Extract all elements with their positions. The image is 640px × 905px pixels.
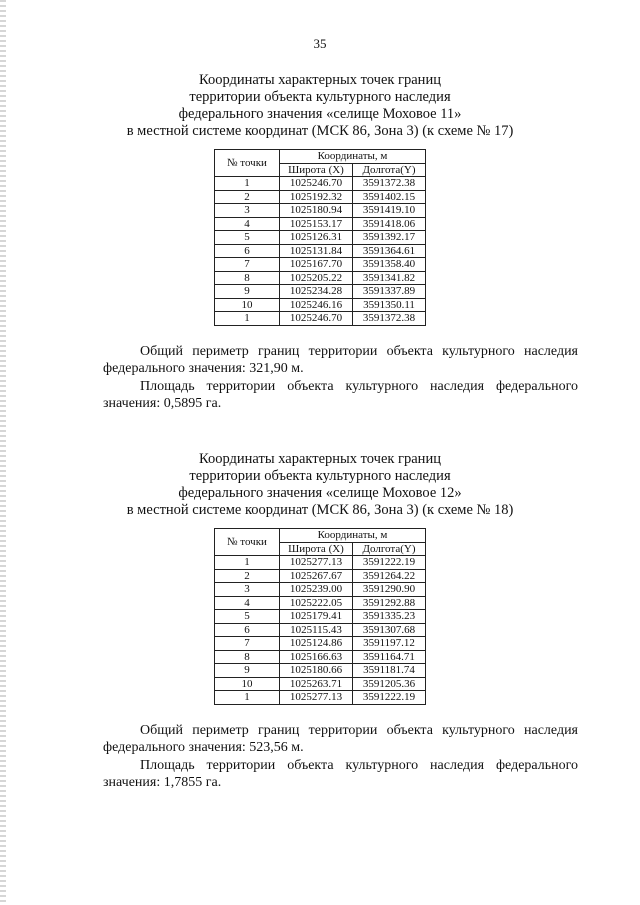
cell-point-number: 2 — [215, 569, 280, 583]
cell-point-number: 8 — [215, 271, 280, 285]
area-text: Площадь территории объекта культурного наследия федерального значения: 1,7855 га. — [103, 757, 578, 790]
table-row — [215, 217, 426, 231]
cell-point-number: 1 — [215, 691, 280, 705]
cell-longitude: 3591419.10 — [353, 204, 426, 218]
perimeter-text: Общий периметр границ территории объекта культурного наследия федерального значения: 523,56 м. — [103, 722, 578, 755]
table-row — [215, 285, 426, 299]
area-text: Площадь территории объекта культурного наследия федерального значения: 0,5895 га. — [103, 378, 578, 411]
summary-text — [103, 722, 578, 792]
cell-point-number: 5 — [215, 231, 280, 245]
title-line: в местной системе координат (МСК 86, Зона 3) (к схеме № 18) — [126, 502, 514, 518]
table-row — [215, 691, 426, 705]
table-body — [215, 556, 426, 705]
cell-latitude: 1025246.70 — [280, 312, 353, 326]
section-moxovoe-11 — [0, 72, 640, 413]
cell-latitude: 1025239.00 — [280, 583, 353, 597]
perimeter-text: Общий периметр границ территории объекта культурного наследия федерального значения: 321,90 м. — [103, 343, 578, 376]
header-longitude: Долгота(Y) — [353, 163, 426, 177]
table-row — [215, 677, 426, 691]
cell-latitude: 1025277.13 — [280, 556, 353, 570]
cell-longitude: 3591364.61 — [353, 244, 426, 258]
table-row — [215, 650, 426, 664]
cell-longitude: 3591264.22 — [353, 569, 426, 583]
table-row — [215, 569, 426, 583]
table-row — [215, 596, 426, 610]
section-title — [0, 451, 640, 519]
section-title — [0, 72, 640, 140]
table-row — [215, 623, 426, 637]
cell-longitude: 3591372.38 — [353, 312, 426, 326]
cell-point-number: 4 — [215, 217, 280, 231]
table-row — [215, 312, 426, 326]
cell-longitude: 3591197.12 — [353, 637, 426, 651]
cell-point-number: 6 — [215, 244, 280, 258]
table-row — [215, 177, 426, 191]
cell-latitude: 1025115.43 — [280, 623, 353, 637]
cell-point-number: 3 — [215, 583, 280, 597]
cell-longitude: 3591402.15 — [353, 190, 426, 204]
cell-longitude: 3591350.11 — [353, 298, 426, 312]
table-row — [215, 610, 426, 624]
table-row — [215, 204, 426, 218]
cell-latitude: 1025166.63 — [280, 650, 353, 664]
cell-point-number: 7 — [215, 258, 280, 272]
cell-longitude: 3591358.40 — [353, 258, 426, 272]
cell-latitude: 1025263.71 — [280, 677, 353, 691]
cell-point-number: 9 — [215, 664, 280, 678]
cell-latitude: 1025246.16 — [280, 298, 353, 312]
cell-longitude: 3591392.17 — [353, 231, 426, 245]
header-latitude: Широта (X) — [280, 542, 353, 556]
cell-longitude: 3591222.19 — [353, 556, 426, 570]
cell-longitude: 3591290.90 — [353, 583, 426, 597]
cell-point-number: 10 — [215, 298, 280, 312]
title-line: федерального значения «селище Моховое 11» — [178, 106, 462, 122]
cell-point-number: 3 — [215, 204, 280, 218]
table-row — [215, 583, 426, 597]
cell-longitude: 3591222.19 — [353, 691, 426, 705]
cell-longitude: 3591418.06 — [353, 217, 426, 231]
coordinates-table — [214, 528, 426, 705]
cell-point-number: 6 — [215, 623, 280, 637]
header-coordinates: Координаты, м — [280, 529, 426, 543]
header-point-number: № точки — [215, 150, 280, 177]
cell-point-number: 1 — [215, 312, 280, 326]
cell-latitude: 1025153.17 — [280, 217, 353, 231]
cell-point-number: 8 — [215, 650, 280, 664]
cell-longitude: 3591292.88 — [353, 596, 426, 610]
summary-text — [103, 343, 578, 413]
title-line: в местной системе координат (МСК 86, Зона 3) (к схеме № 17) — [126, 123, 514, 139]
cell-point-number: 7 — [215, 637, 280, 651]
table-row — [215, 271, 426, 285]
cell-latitude: 1025277.13 — [280, 691, 353, 705]
title-line: Координаты характерных точек границ — [199, 72, 441, 88]
cell-longitude: 3591372.38 — [353, 177, 426, 191]
cell-point-number: 10 — [215, 677, 280, 691]
cell-longitude: 3591181.74 — [353, 664, 426, 678]
cell-longitude: 3591307.68 — [353, 623, 426, 637]
cell-longitude: 3591337.89 — [353, 285, 426, 299]
cell-point-number: 4 — [215, 596, 280, 610]
table-row — [215, 298, 426, 312]
title-line: территории объекта культурного наследия — [189, 89, 451, 105]
table-row — [215, 258, 426, 272]
cell-point-number: 9 — [215, 285, 280, 299]
cell-latitude: 1025180.94 — [280, 204, 353, 218]
cell-latitude: 1025192.32 — [280, 190, 353, 204]
table-body — [215, 177, 426, 326]
cell-point-number: 2 — [215, 190, 280, 204]
cell-longitude: 3591205.36 — [353, 677, 426, 691]
coordinates-table — [214, 149, 426, 326]
table-row — [215, 637, 426, 651]
cell-latitude: 1025267.67 — [280, 569, 353, 583]
cell-longitude: 3591341.82 — [353, 271, 426, 285]
cell-latitude: 1025126.31 — [280, 231, 353, 245]
cell-latitude: 1025131.84 — [280, 244, 353, 258]
table-row — [215, 244, 426, 258]
table-row — [215, 556, 426, 570]
table-row — [215, 231, 426, 245]
title-line: территории объекта культурного наследия — [189, 468, 451, 484]
cell-latitude: 1025205.22 — [280, 271, 353, 285]
cell-longitude: 3591164.71 — [353, 650, 426, 664]
table-row — [215, 190, 426, 204]
title-line: Координаты характерных точек границ — [199, 451, 441, 467]
cell-longitude: 3591335.23 — [353, 610, 426, 624]
header-point-number: № точки — [215, 529, 280, 556]
cell-latitude: 1025246.70 — [280, 177, 353, 191]
header-longitude: Долгота(Y) — [353, 542, 426, 556]
cell-point-number: 1 — [215, 556, 280, 570]
table-row — [215, 664, 426, 678]
cell-latitude: 1025179.41 — [280, 610, 353, 624]
cell-latitude: 1025124.86 — [280, 637, 353, 651]
cell-latitude: 1025234.28 — [280, 285, 353, 299]
cell-latitude: 1025180.66 — [280, 664, 353, 678]
title-line: федерального значения «селище Моховое 12» — [178, 485, 462, 501]
cell-latitude: 1025222.05 — [280, 596, 353, 610]
cell-point-number: 1 — [215, 177, 280, 191]
page-number: 35 — [313, 36, 327, 51]
header-coordinates: Координаты, м — [280, 150, 426, 164]
cell-latitude: 1025167.70 — [280, 258, 353, 272]
section-moxovoe-12 — [0, 451, 640, 792]
cell-point-number: 5 — [215, 610, 280, 624]
header-latitude: Широта (X) — [280, 163, 353, 177]
